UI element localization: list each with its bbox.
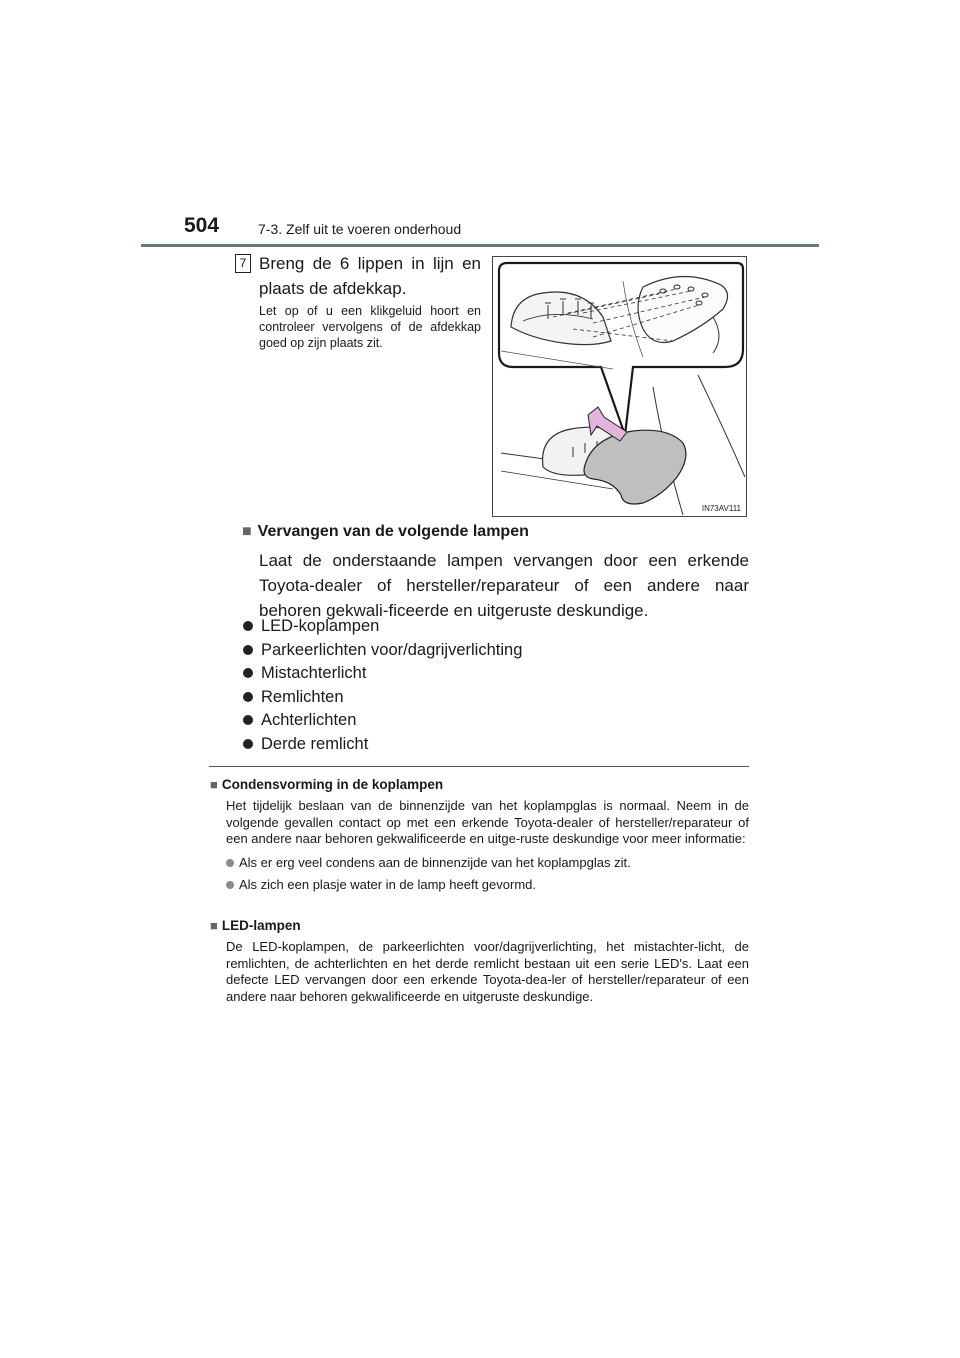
- step-instruction: Breng de 6 lippen in lijn en plaats de afdekkap.: [259, 254, 481, 298]
- condensation-heading-text: Condensvorming in de koplampen: [221, 777, 444, 792]
- led-info: [210, 918, 749, 1005]
- list-item-text: Achterlichten: [261, 711, 357, 729]
- info-divider: [209, 766, 749, 767]
- bullet-dot-icon: [243, 739, 253, 749]
- square-bullet-icon: ■: [210, 918, 218, 933]
- list-item-text: Parkeerlichten voor/dagrijverlichting: [261, 640, 523, 659]
- list-item: [243, 639, 522, 663]
- led-heading-text: LED-lampen: [221, 918, 301, 933]
- list-item-text: Mistachterlicht: [261, 664, 367, 682]
- bullet-dot-icon: [243, 715, 253, 725]
- section-title: 7-3. Zelf uit te voeren onderhoud: [258, 221, 462, 237]
- step-note: Let op of u een klikgeluid hoort en controleer vervolgens of de afdekkap goed op zijn plaats zit.: [259, 304, 481, 350]
- list-item-text: Als zich een plasje water in de lamp heeft gevormd.: [239, 877, 536, 892]
- mirror-cover-drawing: [493, 257, 746, 516]
- step-number-badge: 7: [235, 254, 251, 273]
- bullet-dot-icon: [243, 668, 253, 678]
- list-item: [226, 877, 749, 894]
- list-item-text: Als er erg veel condens aan de binnenzijde van het koplampglas zit.: [239, 854, 631, 870]
- condensation-paragraph: Het tijdelijk beslaan van de binnenzijde van het koplampglas is normaal. Neem in de volgende gevallen contact op met een erkende Toyota-dealer of hersteller/reparateur of een andere naar behoren gekwalificeerde en uitge-ruste deskundige voor meer informatie:: [226, 798, 749, 846]
- list-item: [243, 662, 522, 686]
- lamp-list: [243, 615, 522, 756]
- square-bullet-icon: ■: [242, 523, 252, 540]
- replace-heading-text: Vervangen van de volgende lampen: [257, 523, 529, 540]
- bullet-dot-icon: [243, 692, 253, 702]
- page-number: 504: [184, 214, 220, 237]
- bullet-dot-icon: [243, 621, 253, 631]
- led-paragraph: De LED-koplampen, de parkeerlichten voor/dagrijverlichting, het mistachter-licht, de remlichten, de achterlichten en het derde remlicht bestaan uit een serie LED's. Laat een defecte LED vervangen door een erkende Toyota-dea-ler of hersteller/reparateur of een andere naar behoren gekwalificeerde en uitgeruste deskundige.: [226, 939, 749, 1004]
- list-item: [243, 686, 522, 710]
- replace-paragraph: Laat de onderstaande lampen vervangen door een erkende Toyota-dealer of hersteller/reparateur of een andere naar behoren gekwali-ficeerde en uitgeruste deskundige.: [259, 551, 749, 620]
- bullet-dot-icon: [226, 881, 234, 889]
- list-item: [226, 855, 749, 872]
- figure-code: IN73AV111: [701, 504, 741, 513]
- bullet-dot-icon: [243, 645, 253, 655]
- condensation-heading: [210, 777, 749, 792]
- list-item: [243, 709, 522, 733]
- list-item: [243, 733, 522, 757]
- led-heading: [210, 918, 749, 933]
- list-item-text: LED-koplampen: [261, 617, 380, 635]
- list-item-text: Remlichten: [261, 687, 344, 706]
- bullet-dot-icon: [226, 859, 234, 867]
- square-bullet-icon: ■: [210, 777, 218, 792]
- replace-heading: [242, 523, 529, 541]
- list-item: [243, 615, 522, 639]
- mirror-cover-illustration: [492, 256, 747, 517]
- header-divider: [141, 244, 819, 247]
- list-item-text: Derde remlicht: [261, 734, 369, 753]
- condensation-info: [210, 777, 749, 894]
